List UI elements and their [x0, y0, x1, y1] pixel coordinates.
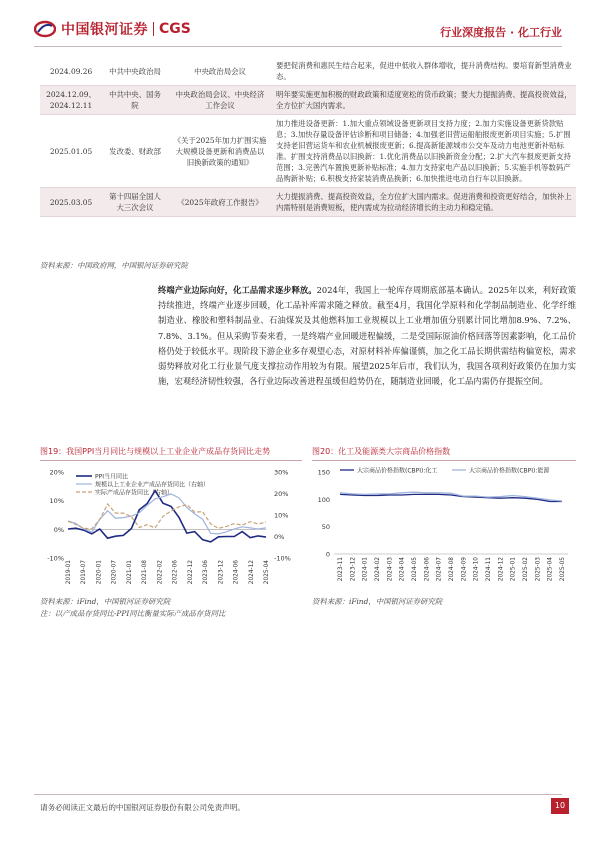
x-axis-tick: 2023-12 [350, 557, 357, 582]
y-axis-tick: 100 [317, 495, 330, 504]
x-axis-tick: 2024-08 [449, 557, 455, 582]
x-axis-tick: 2024-06 [233, 560, 240, 585]
legend-label: 规模以上工业企业产成品存货同比（右轴） [95, 481, 210, 489]
page-number: 10 [551, 798, 569, 814]
legend-label: PPI当月同比 [95, 473, 129, 481]
table-row [40, 86, 576, 115]
x-axis-tick: 2022-12 [187, 560, 194, 585]
left-axis-tick: 0% [53, 525, 64, 534]
fig20-source: 资料来源：iFind，中国银河证券研究院 [312, 597, 443, 606]
x-axis-tick: 2025-01 [510, 557, 517, 582]
left-axis-tick: 20% [49, 468, 64, 477]
table-row [40, 57, 576, 86]
y-axis-tick: 50 [321, 523, 330, 532]
brand-name-en: CGS [159, 21, 191, 37]
series-line-1 [340, 492, 562, 501]
cell-content: 明年要实施更加积极的财政政策和适度宽松的货币政策；要大力提振消费、提高投资效益，全方位扩大国内需求。 [272, 86, 576, 115]
series-line-0 [340, 494, 562, 501]
x-axis-tick: 2022-02 [157, 560, 164, 585]
x-axis-tick: 2023-12 [218, 560, 225, 585]
fig20-chart [312, 462, 576, 590]
report-type: 行业深度报告 · 化工行业 [440, 26, 562, 39]
left-axis-tick: -10% [47, 554, 64, 563]
x-axis-tick: 2021-08 [142, 560, 149, 585]
table-row [40, 188, 576, 217]
x-axis-tick: 2025-04 [264, 560, 270, 585]
y-axis-tick: 0 [325, 550, 330, 559]
header-divider [34, 46, 562, 47]
x-axis-tick: 2024-09 [461, 557, 468, 582]
x-axis-tick: 2021-01 [126, 560, 133, 585]
x-axis-tick: 2024-11 [486, 557, 492, 582]
cell-meeting: 中央政治局会议 [168, 57, 272, 86]
cell-date: 2025.01.05 [40, 115, 102, 188]
cell-content: 大力提振消费、提高投资效益，全方位扩大国内需求。促进消费和投资更好结合，加快补上内需特别是消费短板，使内需成为拉动经济增长的主动力和稳定锚。 [272, 188, 576, 217]
footer-divider [34, 794, 562, 795]
fig20-title: 图20：化工及能源类大宗商品价格指数 [312, 447, 451, 456]
x-axis-tick: 2024-01 [362, 557, 369, 582]
cell-date: 2025.03.05 [40, 188, 102, 217]
x-axis-tick: 2024-12 [248, 560, 255, 585]
paragraph-lead: 终端产业边际向好，化工品需求逐步释放。 [158, 285, 317, 295]
fig19-source: 资料来源：iFind，中国银河证券研究院 [40, 597, 171, 606]
cell-meeting: 《2025年政府工作报告》 [168, 188, 272, 217]
legend-label: 大宗商品价格指数(CBPI):能源 [469, 467, 550, 475]
x-axis-tick: 2024-12 [498, 557, 505, 582]
x-axis-tick: 2019-01 [66, 560, 72, 585]
cell-meeting: 中央政治局会议、中央经济工作会议 [168, 86, 272, 115]
fig19-title-rule [40, 460, 302, 461]
right-axis-tick: 30% [274, 468, 289, 477]
right-axis-tick: -10% [274, 554, 291, 563]
fig19-chart [40, 462, 302, 590]
series-line-0 [68, 491, 266, 542]
table-row [40, 115, 576, 188]
x-axis-tick: 2023-11 [338, 557, 344, 582]
table-source: 资料来源：中国政府网，中国银河证券研究院 [40, 261, 188, 270]
galaxy-logo-icon [34, 20, 56, 38]
x-axis-tick: 2025-03 [535, 557, 542, 582]
x-axis-tick: 2025-04 [547, 557, 554, 582]
paragraph-body: 2024年，我国上一轮库存周期底部基本确认。2025年以来，利好政策持续推进，终端产业逐步回暖，化工品补库需求随之释放。截至4月，我国化学原料和化学制品制造业、化学纤维制造业、橡胶和塑料制品业、石油煤炭及其他燃料加工业规模以上工业增加值分别累计同比增加8.9%、7.2%、7.8%、3.1%。但从采购节奏来看，一是终端产业回暖进程偏缓，二是受国际原油价格回落等因素影响，化工品价格仍处于较低水平。现阶段下游企业多存观望心态，对原材料补库偏谨慎，加之化工品长期供需结构偏宽松，需求弱势释放对化工行业景气度支撑拉动作用较为有限。展望2025年后市，我们认为，我国各项利好政策仍在加力实施，宏观经济韧性较强，各行业边际改善进程虽缓但趋势仍在，随制造业回暖，化工品内需仍存提振空间。 [158, 285, 576, 387]
right-axis-tick: 20% [274, 490, 289, 498]
x-axis-tick: 2024-07 [436, 557, 443, 582]
x-axis-tick: 2020-01 [96, 560, 103, 585]
left-axis-tick: 10% [49, 497, 64, 506]
cell-content: 加力推进设备更新：1.加大重点领域设备更新项目支持力度；2.加力实施设备更新贷款贴息；3.加快存量设备评估诊断和项目储备；4.加强老旧营运船舶报废更新项目实施；5.扩围支持老旧营运货车和农业机械报废更新；6.提高新能源城市公交车及动力电池更新补贴标准。扩围支持消费品以旧换新：1.优化消费品以旧换新资金分配；2.扩大汽车报废更新支持范围；3.完善汽车置换更新补贴标准；4.加力支持家电产品以旧换新；5.实施手机等数码产品购新补贴；6.积极支持家装消费品换新；6.加快推进电动自行车以旧换新。 [272, 115, 576, 188]
x-axis-tick: 2022-06 [172, 560, 179, 585]
fig19-note: 注：以产成品存货同比-PPI同比衡量实际产成品存货同比 [40, 609, 226, 618]
x-axis-tick: 2024-03 [387, 557, 394, 582]
legend-label: 大宗商品价格指数(CBPI):化工 [357, 467, 438, 475]
logo-divider [153, 22, 154, 36]
page-header [0, 0, 596, 52]
y-axis-tick: 150 [317, 468, 330, 477]
cell-issuer: 第十四届全国人大三次会议 [102, 188, 168, 217]
x-axis-tick: 2020-07 [111, 560, 118, 585]
legend-label: 实际产成品存货同比（右轴） [95, 489, 174, 497]
brand-name: 中国银河证券 [61, 22, 148, 38]
fig19-title: 图19：我国PPI当月同比与规模以上工业企业产成品存货同比走势 [40, 447, 271, 456]
cell-meeting: 《关于2025年加力扩围实施大规模设备更新和消费品以旧换新政策的通知》 [168, 115, 272, 188]
right-axis-tick: 10% [274, 511, 289, 520]
x-axis-tick: 2024-05 [412, 557, 418, 582]
x-axis-tick: 2024-10 [473, 557, 480, 582]
x-axis-tick: 2025-02 [523, 557, 529, 582]
cell-date: 2024.09.26 [40, 57, 102, 86]
x-axis-tick: 2024-02 [375, 557, 381, 582]
x-axis-tick: 2023-06 [203, 560, 210, 585]
x-axis-tick: 2025-05 [560, 557, 566, 582]
right-axis-tick: 0% [274, 533, 285, 541]
brand-logo [34, 19, 191, 39]
policy-table [40, 57, 576, 217]
fig20-title-rule [312, 460, 576, 461]
x-axis-tick: 2024-04 [399, 557, 406, 582]
cell-issuer: 中共中央政治局 [102, 57, 168, 86]
footer-disclaimer: 请务必阅读正文最后的中国银河证券股份有限公司免责声明。 [40, 803, 246, 812]
x-axis-tick: 2024-06 [424, 557, 431, 582]
cell-issuer: 中共中央、国务院 [102, 86, 168, 115]
body-paragraph [158, 283, 576, 389]
cell-date: 2024.12.09、2024.12.11 [40, 86, 102, 115]
cell-issuer: 发改委、财政部 [102, 115, 168, 188]
series-line-2 [68, 504, 266, 529]
cell-content: 要把促消费和惠民生结合起来，促进中低收入群体增收，提升消费结构。要培育新型消费业态。 [272, 57, 576, 86]
x-axis-tick: 2019-07 [81, 560, 88, 585]
